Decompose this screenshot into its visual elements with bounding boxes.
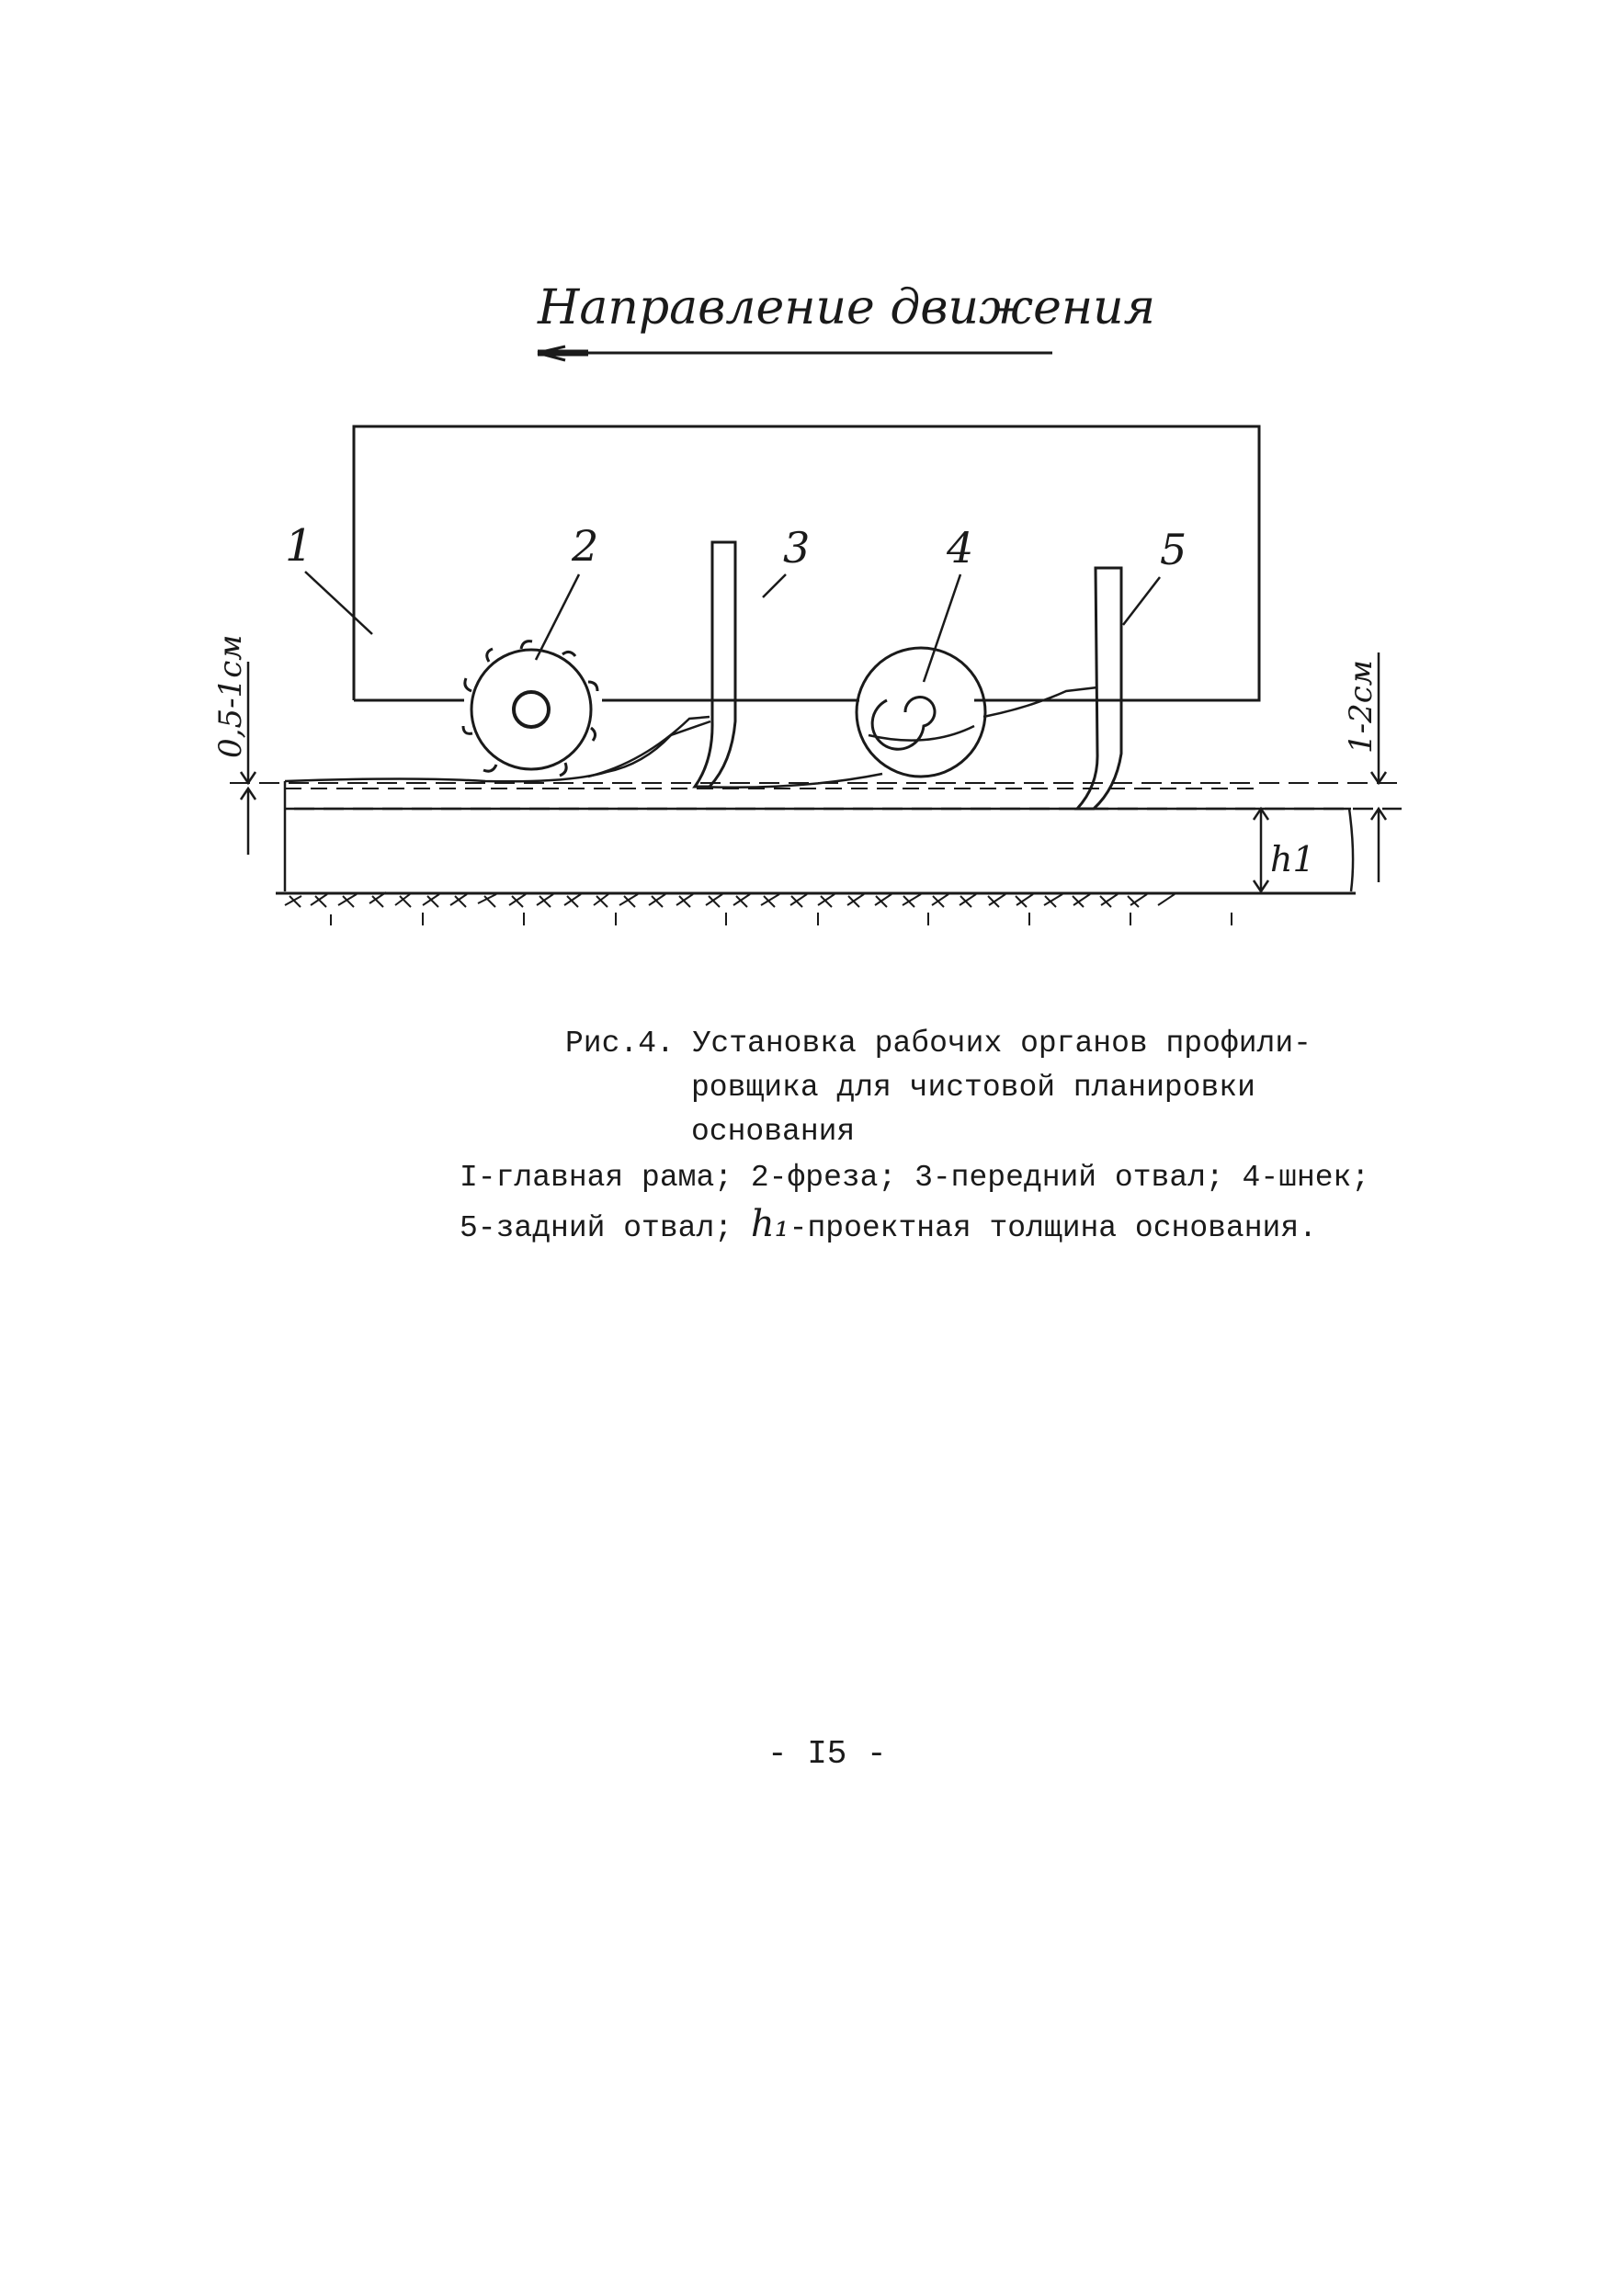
- page-number: - I5 -: [767, 1735, 887, 1773]
- base-layer: [230, 783, 1402, 893]
- legend-line-2-prefix: 5-задний отвал;: [460, 1211, 751, 1245]
- leader-main-frame: [305, 572, 372, 634]
- callout-auger: 4: [947, 523, 974, 573]
- callout-rear-blade: 5: [1160, 525, 1187, 574]
- machine-diagram: [0, 0, 1624, 1011]
- leader-rear-blade: [1123, 577, 1160, 625]
- cutter: [463, 641, 597, 776]
- auger: [857, 648, 985, 777]
- leader-front-blade: [763, 574, 786, 597]
- callout-front-blade: 3: [783, 523, 811, 573]
- callout-cutter: 2: [572, 521, 599, 571]
- figure-caption-line-3: основания: [691, 1115, 856, 1149]
- legend-line-2-suffix: -проектная толщина основания.: [789, 1211, 1317, 1245]
- leader-auger: [924, 574, 960, 682]
- front-blade: [695, 542, 735, 787]
- callout-main-frame: 1: [285, 520, 313, 572]
- h1-symbol: h₁: [750, 1203, 789, 1245]
- dimension-thickness: [1254, 809, 1268, 891]
- direction-label: Направление движения: [538, 280, 1156, 335]
- legend-line-1: I-главная рама; 2-фреза; 3-передний отвал; 4-шнек;: [460, 1161, 1370, 1195]
- material-flow: [285, 687, 1097, 789]
- dimension-left-label: 0,5-1см: [212, 634, 249, 758]
- legend-line-2: [460, 1202, 1317, 1251]
- figure-caption-line-1: Рис.4. Установка рабочих органов профили-: [565, 1027, 1312, 1061]
- figure-caption-line-2: ровщика для чистовой планировки: [691, 1071, 1255, 1105]
- dimension-thickness-label: h1: [1270, 839, 1315, 879]
- ground-hatching: [285, 892, 1232, 925]
- leader-cutter: [536, 574, 579, 660]
- direction-arrow: [538, 346, 1052, 360]
- dimension-right-label: 1-2см: [1343, 660, 1380, 754]
